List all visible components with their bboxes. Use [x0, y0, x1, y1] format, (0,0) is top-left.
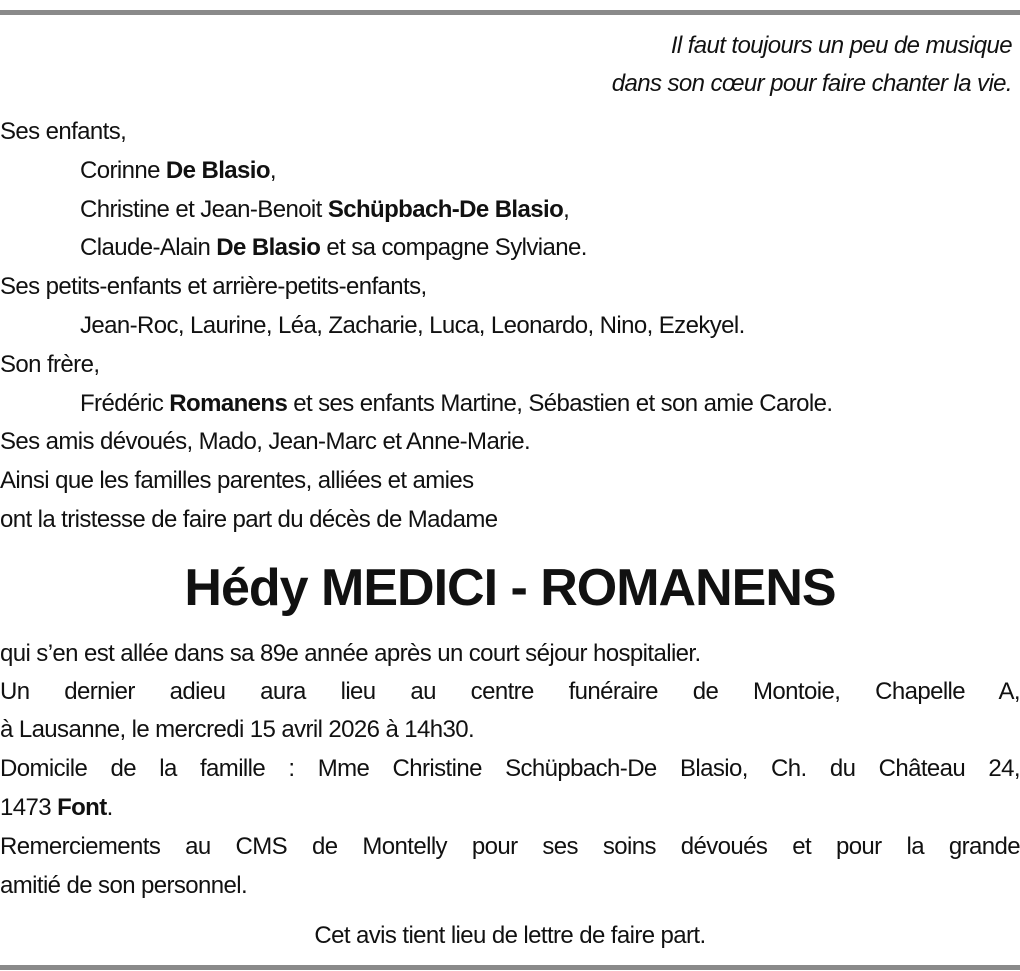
brother-end: et ses enfants Martine, Sébastien et son amie Carole. [287, 390, 833, 417]
details-line-6: Remerciements au CMS de Montelly pour ses soins dévoués et pour la grande [0, 833, 1020, 860]
brother-surname: Romanens [169, 390, 288, 417]
announcement-line: ont la tristesse de faire part du décès de Madame [0, 506, 498, 533]
quote-line-2: dans son cœur pour faire chanter la vie. [611, 70, 1012, 97]
child-1 [80, 156, 276, 186]
brother-first: Frédéric [80, 390, 170, 417]
child-1-end: , [269, 157, 276, 184]
town: Font [57, 794, 107, 821]
grandchildren-names: Jean-Roc, Laurine, Léa, Zacharie, Luca, Leonardo, Nino, Ezekyel. [80, 312, 745, 339]
child-2 [80, 195, 569, 225]
details-line-5 [0, 793, 113, 823]
child-1-first: Corinne [80, 157, 166, 184]
families-line: Ainsi que les familles parentes, alliées et amies [0, 467, 474, 494]
details-line-1: qui s’en est allée dans sa 89e année après un court séjour hospitalier. [0, 640, 701, 667]
bottom-rule [0, 965, 1020, 970]
child-3-surname: De Blasio [216, 234, 321, 261]
details-line-4: Domicile de la famille : Mme Christine Schüpbach-De Blasio, Ch. du Château 24, [0, 755, 1020, 782]
postcode: 1473 [0, 794, 58, 821]
closing-line: Cet avis tient lieu de lettre de faire part. [314, 922, 706, 949]
top-rule [0, 10, 1020, 15]
children-heading: Ses enfants, [0, 118, 127, 145]
child-3-end: et sa compagne Sylviane. [320, 234, 587, 261]
details-line-7: amitié de son personnel. [0, 872, 248, 899]
details-line-5-end: . [106, 794, 113, 821]
child-1-surname: De Blasio [165, 157, 270, 184]
quote-line-1: Il faut toujours un peu de musique [670, 32, 1012, 59]
deceased-name: Hédy MEDICI - ROMANENS [184, 559, 836, 617]
child-2-first: Christine et Jean-Benoit [80, 196, 328, 223]
grandchildren-heading: Ses petits-enfants et arrière-petits-enfants, [0, 273, 427, 300]
details-line-3: à Lausanne, le mercredi 15 avril 2026 à 14h30. [0, 716, 475, 743]
child-3-first: Claude-Alain [80, 234, 217, 261]
child-2-surname: Schüpbach-De Blasio [327, 196, 564, 223]
child-2-end: , [563, 196, 570, 223]
brother-heading: Son frère, [0, 351, 100, 378]
friends-line: Ses amis dévoués, Mado, Jean-Marc et Anne-Marie. [0, 428, 531, 455]
brother-line [80, 389, 832, 419]
details-line-2: Un dernier adieu aura lieu au centre funéraire de Montoie, Chapelle A, [0, 678, 1020, 705]
child-3 [80, 233, 587, 263]
